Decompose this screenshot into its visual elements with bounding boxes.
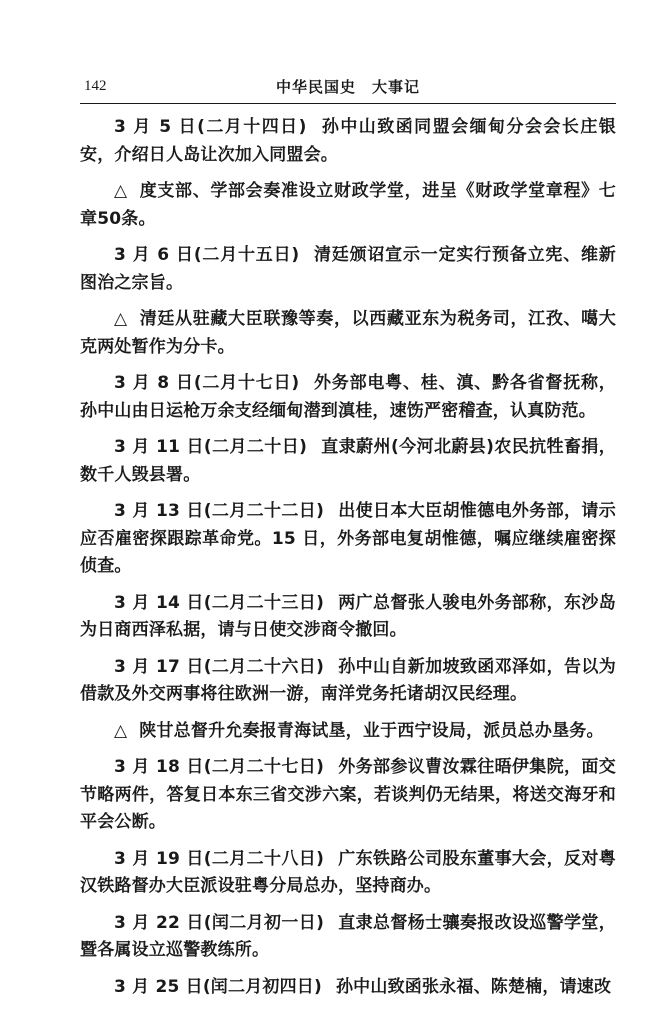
page-number: 142 <box>84 78 107 94</box>
entry-text: 出使日本大臣胡惟德电外务部，请示应否雇密探跟踪革命党。15 日，外务部电复胡惟德，嘱应继续雇密探侦查。 <box>80 501 616 576</box>
entry-text: 陕甘总督升允奏报青海试垦，业于西宁设局，派员总办垦务。 <box>139 720 604 741</box>
entry-mar-6-note <box>80 306 616 361</box>
entry-mar-22 <box>80 910 616 965</box>
entry-text: 清廷从驻藏大臣联豫等奏，以西藏亚东为税务司，江孜、噶大克两处暂作为分卡。 <box>80 309 616 357</box>
entry-date: 3 月 22 日(闰二月初一日) <box>114 912 325 933</box>
entry-mar-25 <box>80 974 616 1002</box>
entry-text: 广东铁路公司股东董事大会，反对粤汉铁路督办大臣派设驻粤分局总办，坚持商办。 <box>80 848 616 896</box>
entry-mar-11 <box>80 434 616 489</box>
entry-date: 3 月 6 日(二月十五日) <box>114 245 300 265</box>
triangle-marker: △ <box>114 181 128 201</box>
entry-mar-5 <box>80 114 616 169</box>
entry-date: 3 月 13 日(二月二十二日) <box>114 501 325 521</box>
entry-mar-14 <box>80 590 616 645</box>
entry-date: 3 月 19 日(二月二十八日) <box>114 848 325 869</box>
entry-date: 3 月 18 日(二月二十七日) <box>114 757 325 777</box>
entry-mar-5-note <box>80 178 616 233</box>
entry-mar-17 <box>80 654 616 709</box>
entry-text: 外务部电粤、桂、滇、黔各省督抚称，孙中山由日运枪万余支经缅甸潜到滇桂，速饬严密稽查，认真防范。 <box>80 373 616 421</box>
triangle-marker: △ <box>114 309 128 329</box>
entry-text: 孙中山致函张永福、陈楚楠，请速改 <box>335 976 612 997</box>
entry-text: 外务部参议曹汝霖往晤伊集院，面交节略两件，答复日本东三省交涉六案，若谈判仍无结果，将送交海牙和平会公断。 <box>80 757 616 832</box>
header-rule <box>80 103 616 104</box>
entry-mar-6 <box>80 242 616 297</box>
entry-date: 3 月 5 日(二月十四日) <box>114 117 307 137</box>
entry-mar-19 <box>80 846 616 901</box>
page-header <box>82 76 614 98</box>
entry-date: 3 月 11 日(二月二十日) <box>114 437 308 457</box>
entry-text: 孙中山自新加坡致函邓泽如，告以为借款及外交两事将往欧洲一游，南洋党务托诸胡汉民经理。 <box>80 656 616 704</box>
chronology-body <box>80 114 616 1010</box>
entry-text: 清廷颁诏宣示一定实行预备立宪、维新图治之宗旨。 <box>80 245 616 293</box>
entry-text: 直隶总督杨士骧奏报改设巡警学堂，暨各属设立巡警教练所。 <box>80 912 616 960</box>
entry-mar-13 <box>80 498 616 581</box>
entry-mar-18 <box>80 754 616 837</box>
running-title: 中华民国史 大事记 <box>275 78 420 96</box>
entry-date: 3 月 25 日(闰二月初四日) <box>114 976 322 997</box>
entry-mar-8 <box>80 370 616 425</box>
entry-text: 直隶蔚州(今河北蔚县)农民抗牲畜捐，数千人毁县署。 <box>80 437 617 485</box>
entry-date: 3 月 17 日(二月二十六日) <box>114 656 325 677</box>
entry-mar-17-note <box>80 718 616 746</box>
entry-text: 度支部、学部会奏准设立财政学堂，进呈《财政学堂章程》七章50条。 <box>80 181 616 229</box>
entry-text: 两广总督张人骏电外务部称，东沙岛为日商西泽私据，请与日使交涉商令撤回。 <box>80 592 616 640</box>
entry-date: 3 月 8 日(二月十七日) <box>114 373 300 393</box>
entry-text: 孙中山致函同盟会缅甸分会会长庄银安，介绍日人岛让次加入同盟会。 <box>80 117 616 165</box>
triangle-marker: △ <box>114 720 128 741</box>
entry-date: 3 月 14 日(二月二十三日) <box>114 592 325 613</box>
